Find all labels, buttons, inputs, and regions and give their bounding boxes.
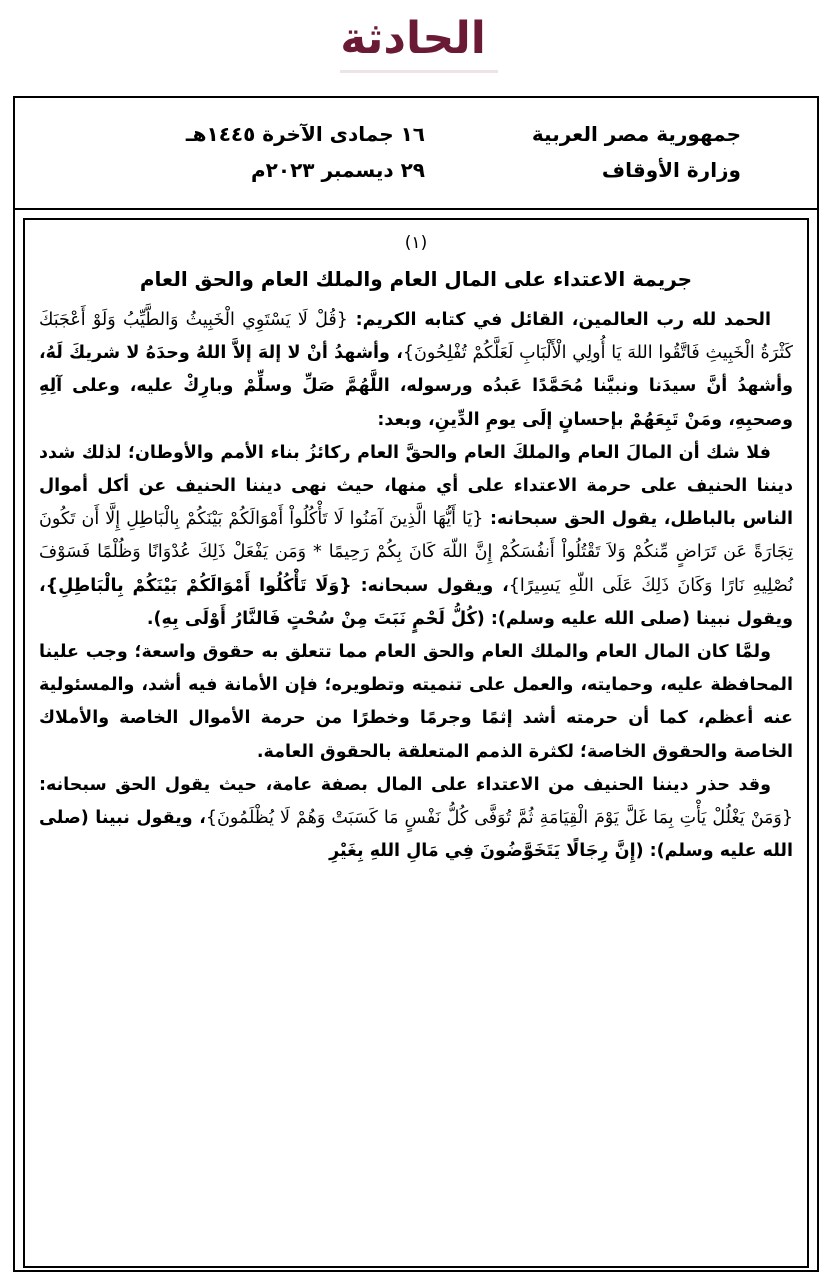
paragraph — [39, 769, 793, 869]
paragraph-tail: ، ويقول سبحانه: {وَلَا تَأْكُلُوا أَمْوَالَكُمْ بَيْنَكُمْ بِالْبَاطِلِ}، ويقول نبينا (صلى الله عليه وسلم): (كُلُّ لَحْمٍ نَبَتَ مِنْ سُحْتٍ فَالنَّارُ أَوْلَى بِهِ). — [39, 575, 793, 629]
issuer-block — [481, 116, 741, 188]
ministry-name: وزارة الأوقاف — [601, 158, 741, 182]
paragraph-lead: الحمد لله رب العالمين، القائل في كتابه الكريم: — [347, 310, 771, 330]
sermon-title: جريمة الاعتداء على المال العام والملك العام والحق العام — [139, 267, 693, 291]
paragraph-lead: وقد حذر ديننا الحنيف من الاعتداء على المال بصفة عامة، حيث يقول الحق سبحانه: — [39, 774, 771, 795]
hijri-date: ١٦ جمادى الآخرة ١٤٤٥هـ — [185, 122, 425, 146]
quran-verse: {وَمَنْ يَغْلُلْ يَأْتِ بِمَا غَلَّ يَوْمَ الْقِيَامَةِ ثُمَّ تُوَفَّى كُلُّ نَفْسٍ مَا كَسَبَتْ وَهُمْ لَا يُظْلَمُونَ} — [205, 808, 793, 829]
sermon-text — [39, 304, 793, 868]
logo-underline — [340, 70, 498, 73]
paragraph — [39, 636, 793, 769]
quran-verse: {قُلْ لَا يَسْتَوِي الْخَبِيثُ وَالطَّيِّبُ وَلَوْ أَعْجَبَكَ كَثْرَةُ الْخَبِيثِ فَاتَّقُوا اللهَ يَا أُولِي الْأَلْبَابِ لَعَلَّكُمْ تُفْلِحُونَ} — [39, 310, 793, 364]
gregorian-date: ٢٩ ديسمبر ٢٠٢٣م — [251, 158, 425, 182]
paragraph-lead: فلا شك أن المالَ العام والملكَ العام والحقَّ العام ركائزُ بناء الأمم والأوطان؛ لذلك شدد ديننا الحنيف على حرمة الاعتداء على أي منها، حيث نهى ديننا الحنيف عن أكل أموال الناس بالباطل، يقول الحق سبحانه: — [39, 442, 793, 530]
country-name: جمهورية مصر العربية — [531, 122, 741, 146]
paragraph-tail: ، ويقول نبينا (صلى الله عليه وسلم): (إِنَّ رِجَالًا يَتَخَوَّضُونَ فِي مَالِ اللهِ بِغَيْرِ — [39, 808, 793, 862]
paragraph — [39, 437, 793, 636]
date-block — [125, 116, 425, 188]
paragraph-lead: ولمَّا كان المال العام والملك العام والحق العام مما تتعلق به حقوق واسعة؛ وجب علينا المحافظة عليه، وحمايته، والعمل على تنميته وتطويره؛ فإن الأمانة فيه أشد، والمسئولية عنه أعظم، كما أن حرمته أشد إثمًا وجرمًا وخطرًا من حرمة الأموال الخاصة والأملاك الخاصة والحقوق الخاصة؛ لكثرة الذمم المتعلقة بالحقوق العامة. — [39, 642, 793, 762]
paragraph — [39, 304, 793, 437]
masthead — [0, 0, 839, 90]
paragraph-tail: ، وأشهدُ أنْ لا إلهَ إلاَّ اللهُ وحدَهُ لا شريكَ لَهُ، وأشهدُ أنَّ سيدَنا ونبيَّنا مُحَمَّدًا عَبدُه ورسوله، اللَّهُمَّ صَلِّ وسلِّمْ وبارِكْ عليه، وعلى آلِهِ وصحبِهِ، ومَنْ تَبِعَهُمْ بإحسانٍ إلَى يومِ الدِّينِ، وبعد: — [39, 343, 793, 430]
document-body — [23, 218, 809, 1268]
document-header — [15, 98, 817, 210]
quran-verse: {يَا أَيُّهَا الَّذِينَ آمَنُوا لَا تَأْكُلُواْ أَمْوَالَكُمْ بَيْنَكُمْ بِالْبَاطِلِ إِلَّا أَن تَكُونَ تِجَارَةً عَن تَرَاضٍ مِّنكُمْ وَلاَ تَقْتُلُواْ أَنفُسَكُمْ إِنَّ اللّهَ كَانَ بِكُمْ رَحِيمًا * وَمَن يَفْعَلْ ذَلِكَ عُدْوَانًا وَظُلْمًا فَسَوْفَ نُصْلِيهِ نَارًا وَكَانَ ذَلِكَ عَلَى اللّهِ يَسِيرًا} — [39, 509, 794, 596]
document-frame — [13, 96, 819, 1272]
page-number: (١) — [404, 233, 428, 253]
site-logo: الحادثة — [340, 13, 486, 64]
